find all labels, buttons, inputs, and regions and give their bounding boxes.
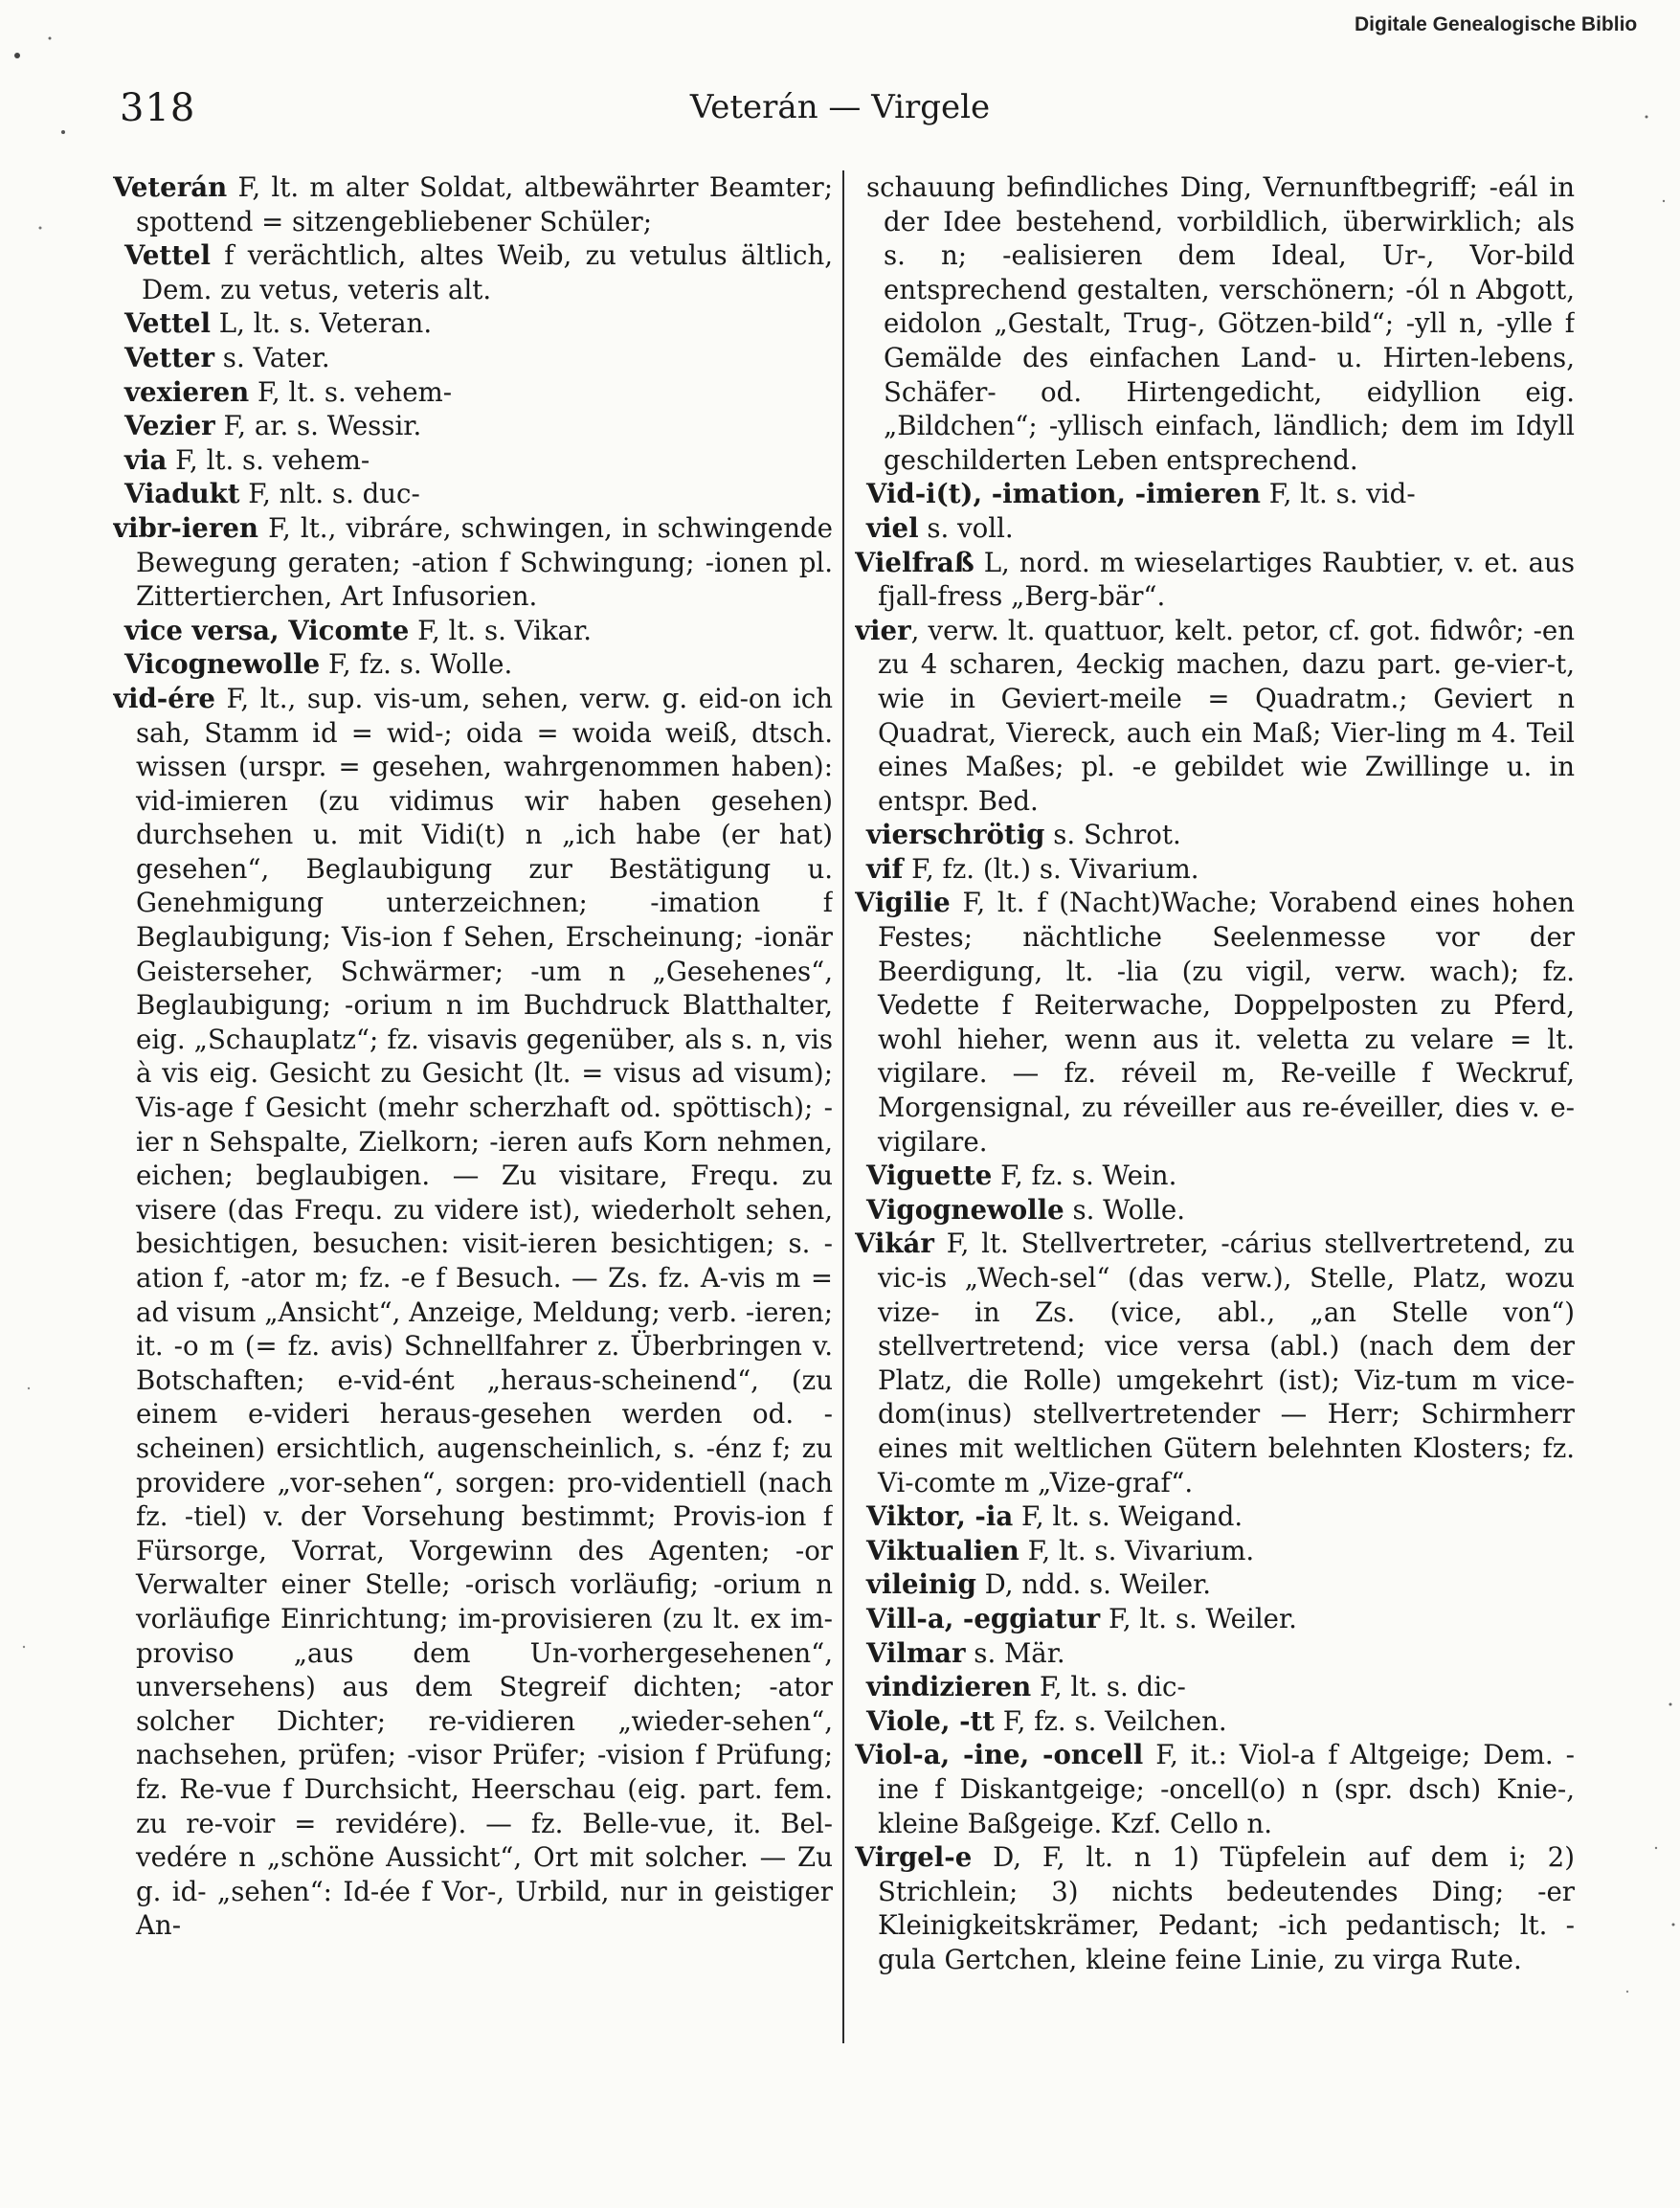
dictionary-entry bbox=[855, 170, 1575, 477]
entry-definition: s. Vater. bbox=[214, 341, 330, 373]
entry-headword: vibr-ieren bbox=[113, 511, 258, 544]
dictionary-entry bbox=[113, 477, 833, 511]
entry-definition: F, lt. s. Weiler. bbox=[1100, 1602, 1297, 1634]
dictionary-entry bbox=[855, 886, 1575, 1159]
dictionary-entry bbox=[855, 1602, 1575, 1636]
entry-headword: Vid-i(t), -imation, -imieren bbox=[866, 478, 1261, 510]
entry-definition: s. Wolle. bbox=[1064, 1193, 1186, 1226]
entry-definition: D, ndd. s. Weiler. bbox=[975, 1568, 1212, 1601]
entry-definition: F, ar. s. Wessir. bbox=[214, 410, 422, 442]
entry-definition: F, lt. m alter Soldat, altbewährter Beamter; spottend = sitzengebliebener Schüler; bbox=[136, 171, 833, 237]
entry-definition: s. Schrot. bbox=[1044, 819, 1181, 851]
entry-headword: vid-ére bbox=[113, 682, 215, 714]
entry-definition: F, fz. (lt.) s. Vivarium. bbox=[903, 852, 1199, 885]
page-number: 318 bbox=[120, 86, 196, 130]
entry-headword: Viole, -tt bbox=[866, 1704, 996, 1737]
entry-definition: F, fz. s. Wolle. bbox=[320, 648, 513, 681]
dictionary-entry bbox=[113, 306, 833, 341]
library-watermark: Digitale Genealogische Biblio bbox=[1355, 13, 1638, 35]
entry-headword: Virgel-e bbox=[855, 1841, 973, 1874]
entry-headword: vier bbox=[855, 614, 911, 646]
entry-definition: schauung befindliches Ding, Vernunftbegriff; -eál in der Idee bestehend, vorbildlich, überwirklich; als s. n; -ealisieren dem Ideal, Ur-, Vor-bild entsprechend gestalten, verschönern; -ól n Abgott, eidolon „Gestalt, Trug-, Götzen-bild“; -yll n, -ylle f Gemälde des einfachen Land- u. Hirten-lebens, Schäfer- od. Hirtengedicht, eidyllion eig. „Bildchen“; -yllisch einfach, ländlich; dem im Idyll geschilderten Leben entsprechend. bbox=[866, 171, 1575, 476]
entry-headword: Vicognewolle bbox=[124, 648, 321, 681]
dictionary-entry bbox=[855, 1670, 1575, 1704]
dictionary-entry bbox=[855, 1840, 1575, 1976]
dictionary-entry bbox=[855, 1193, 1575, 1228]
entry-headword: vileinig bbox=[866, 1568, 976, 1601]
entry-definition: F, lt. f (Nacht)Wache; Vorabend eines hohen Festes; nächtliche Seelenmesse vor der Beerdigung, lt. -lia (zu vigil, verw. wach); fz. Vedette f Reiterwache, Doppelposten zu Pferd, wohl hieher, wenn aus it. veletta zu velare = lt. vigilare. — fz. réveil m, Re-veille f Weckruf, Morgensignal, zu réveiller aus re-éveiller, dies v. e-vigilare. bbox=[878, 887, 1575, 1158]
dictionary-entry bbox=[855, 614, 1575, 819]
dictionary-entry bbox=[113, 170, 833, 238]
entry-headword: Viktor, -ia bbox=[866, 1500, 1014, 1533]
dictionary-entry bbox=[113, 443, 833, 478]
dictionary-entry bbox=[855, 1534, 1575, 1568]
dictionary-entry bbox=[113, 614, 833, 648]
entry-headword: vindizieren bbox=[866, 1671, 1032, 1703]
dictionary-entry bbox=[113, 682, 833, 1943]
entry-definition: F, lt. s. Vivarium. bbox=[1019, 1534, 1255, 1566]
entry-definition: F, lt., vibráre, schwingen, in schwingende Bewegung geraten; -ation f Schwingung; -ionen pl. Zittertierchen, Art Infusorien. bbox=[136, 511, 833, 613]
entry-definition: F, lt., sup. vis-um, sehen, verw. g. eid-on ich sah, Stamm id = wid-; oida = woida weiß, dtsch. wissen (urspr. = gesehen, wahrgenommen haben): vid-imieren (zu vidimus wir haben gesehen) durchsehen u. mit Vidi(t) n „ich habe (er hat) gesehen“, Beglaubigung zur Bestätigung u. Genehmigung unterzeichnen; -imation f Beglaubigung; Vis-ion f Sehen, Erscheinung; -ionär Geisterseher, Schwärmer; -um n „Gesehenes“, Beglaubigung; -orium n im Buchdruck Blatthalter, eig. „Schauplatz“; fz. visavis gegenüber, als s. n, vis à vis eig. Gesicht zu Gesicht (lt. = visus ad visum); Vis-age f Gesicht (mehr scherzhaft od. spöttisch); -ier n Sehspalte, Zielkorn; -ieren aufs Korn nehmen, eichen; beglaubigen. — Zu visitare, Frequ. zu visere (das Frequ. zu videre ist), wiederholt sehen, besichtigen, besuchen: visit-ieren besichtigen; s. -ation f, -ator m; fz. -e f Besuch. — Zs. fz. A-vis m = ad visum „Ansicht“, Anzeige, Meldung; verb. -ieren; it. -o m (= fz. avis) Schnellfahrer z. Überbringen v. Botschaften; e-vid-ént „heraus-scheinend“, (zu einem e-videri heraus-gesehen werden od. -scheinen) ersichtlich, augenscheinlich, s. -énz f; zu providere „vor-sehen“, sorgen: pro-videntiell (nach fz. -tiel) v. der Vorsehung bestimmt; Provis-ion f Fürsorge, Vorrat, Vorgewinn des Agenten; -or Verwalter einer Stelle; -orisch vorläufig; -orium n vorläufige Einrichtung; im-provisieren (zu lt. ex im-proviso „aus dem Un-vorhergesehenen“, unversehens) aus dem Stegreif dichten; -ator solcher Dichter; re-vidieren „wieder-sehen“, nachsehen, prüfen; -visor Prüfer; -vision f Prüfung; fz. Re-vue f Durchsicht, Heerschau (eig. part. fem. zu re-voir = revidére). — fz. Belle-vue, it. Bel-vedére n „schöne Aussicht“, Ort mit solcher. — Zu g. id- „sehen“: Id-ée f Vor-, Urbild, nur in geistiger An- bbox=[136, 682, 833, 1942]
dictionary-entry bbox=[113, 375, 833, 410]
entry-headword: via bbox=[124, 443, 168, 476]
entry-headword: Vigilie bbox=[855, 887, 951, 919]
entry-definition: f verächtlich, altes Weib, zu vetulus ältlich, Dem. zu vetus, veteris alt. bbox=[142, 239, 833, 305]
entry-headword: Vikár bbox=[855, 1228, 934, 1260]
entry-definition: F, fz. s. Veilchen. bbox=[995, 1704, 1227, 1737]
column-divider bbox=[842, 170, 844, 2043]
entry-headword: Vielfraß bbox=[855, 546, 974, 578]
entry-definition: s. voll. bbox=[918, 511, 1014, 544]
entry-definition: F, fz. s. Wein. bbox=[992, 1160, 1177, 1192]
dictionary-entry bbox=[855, 818, 1575, 852]
entry-headword: Vetter bbox=[124, 341, 215, 373]
dictionary-entry bbox=[855, 511, 1575, 546]
entry-headword: Viktualien bbox=[866, 1534, 1019, 1566]
entry-definition: s. Mär. bbox=[965, 1636, 1065, 1669]
entry-definition: D, F, lt. n 1) Tüpfelein auf dem i; 2) Strichlein; 3) nichts bedeutendes Ding; -er Kleinigkeitskrämer, Pedant; -ich pedantisch; lt. -gula Gertchen, kleine feine Linie, zu virga Rute. bbox=[878, 1841, 1575, 1975]
entry-headword: Vettel bbox=[124, 239, 211, 272]
dictionary-column-left bbox=[113, 170, 833, 2124]
entry-headword: Viguette bbox=[866, 1160, 993, 1192]
dictionary-entry bbox=[855, 546, 1575, 614]
entry-headword: Vigognewolle bbox=[866, 1193, 1064, 1226]
entry-headword: viel bbox=[866, 511, 919, 544]
dictionary-entry bbox=[113, 409, 833, 443]
entry-definition: F, nlt. s. duc- bbox=[239, 478, 420, 510]
entry-headword: Veterán bbox=[113, 171, 228, 203]
entry-headword: vif bbox=[866, 852, 904, 885]
entry-definition: F, lt. s. vehem- bbox=[249, 375, 453, 408]
entry-definition: F, lt. s. Weigand. bbox=[1013, 1500, 1243, 1533]
entry-headword: Vilmar bbox=[866, 1636, 966, 1669]
dictionary-entry bbox=[855, 1636, 1575, 1671]
dictionary-entry bbox=[855, 1738, 1575, 1840]
entry-headword: vice versa, Vicomte bbox=[124, 614, 410, 646]
entry-headword: Vill-a, -eggiatur bbox=[866, 1602, 1101, 1634]
dictionary-entry bbox=[855, 852, 1575, 887]
dictionary-entry bbox=[113, 238, 833, 306]
dictionary-entry bbox=[113, 341, 833, 375]
dictionary-entry bbox=[855, 1704, 1575, 1739]
dictionary-column-right bbox=[855, 170, 1575, 2124]
entry-definition: , verw. lt. quattuor, kelt. petor, cf. got. fidwôr; -en zu 4 scharen, 4eckig machen, dazu part. ge-vier-t, wie in Geviert-meile = Quadratm.; Geviert n Quadrat, Viereck, auch ein Maß; Vier-ling m 4. Teil eines Maßes; pl. -e gebildet wie Zwillinge u. in entspr. Bed. bbox=[878, 614, 1575, 817]
dictionary-entry bbox=[855, 1159, 1575, 1193]
entry-headword: Vezier bbox=[124, 410, 215, 442]
entry-definition: L, lt. s. Veteran. bbox=[210, 307, 433, 340]
entry-definition: F, it.: Viol-a f Altgeige; Dem. -ine f Diskantgeige; -oncell(o) n (spr. dsch) Knie-, kleine Baßgeige. Kzf. Cello n. bbox=[878, 1739, 1575, 1839]
entry-definition: L, nord. m wieselartiges Raubtier, v. et. aus fjall-fress „Berg-bär“. bbox=[878, 546, 1575, 613]
dictionary-entry bbox=[113, 511, 833, 614]
entry-headword: vexieren bbox=[124, 375, 250, 408]
entry-headword: Viadukt bbox=[124, 478, 240, 510]
entry-headword: Vettel bbox=[124, 307, 211, 340]
dictionary-entry bbox=[855, 477, 1575, 511]
entry-definition: F, lt. s. Vikar. bbox=[409, 614, 593, 646]
running-head: Veterán — Virgele bbox=[689, 88, 991, 126]
entry-definition: F, lt. s. vid- bbox=[1260, 478, 1416, 510]
entry-definition: F, lt. Stellvertreter, -cárius stellvertretend, zu vic-is „Wech-sel“ (das verw.), Stelle, Platz, wozu vize- in Zs. (vice, abl., „an Stelle von“) stellvertretend; vice versa (abl.) (nach dem der Platz, die Rolle) umgekehrt (ist); Viz-tum m vice-dom(inus) stellvertretender — Herr; Schirmherr eines mit weltlichen Gütern belehnten Klosters; fz. Vi-comte m „Vize-graf“. bbox=[878, 1228, 1575, 1498]
dictionary-entry bbox=[113, 647, 833, 682]
dictionary-entry bbox=[855, 1499, 1575, 1534]
dictionary-entry bbox=[855, 1567, 1575, 1602]
entry-definition: F, lt. s. dic- bbox=[1031, 1671, 1186, 1703]
entry-headword: Viol-a, -ine, -oncell bbox=[855, 1739, 1144, 1771]
dictionary-entry bbox=[855, 1227, 1575, 1499]
entry-headword: vierschrötig bbox=[866, 819, 1045, 851]
entry-definition: F, lt. s. vehem- bbox=[167, 443, 370, 476]
